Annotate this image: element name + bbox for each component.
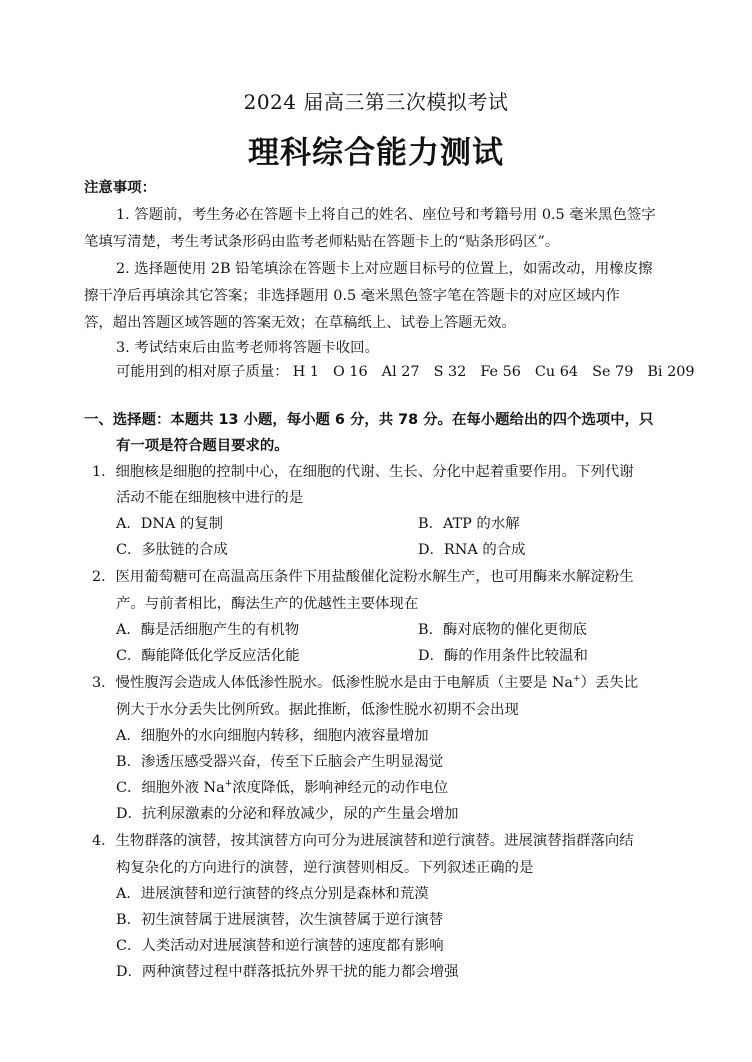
section-heading-line-1: 一、选择题：本题共 13 小题，每小题 6 分，共 78 分。在每小题给出的四个选项中，只	[84, 412, 654, 428]
subject-title: 理科综合能力测试	[248, 135, 504, 171]
atom-mass: O 16	[332, 364, 368, 380]
question-3-stem-line-1	[92, 673, 638, 693]
question-3-option-b: B．渗透压感受器兴奋，传至下丘脑会产生明显渴觉	[116, 754, 444, 770]
superscript-plus: +	[224, 779, 233, 790]
atom-mass: Fe 56	[480, 364, 521, 380]
question-3-option-a: A．细胞外的水向细胞内转移，细胞内液容量增加	[116, 728, 429, 744]
question-3-option-c	[116, 778, 448, 798]
question-1-stem-line-2: 活动不能在细胞核中进行的是	[116, 490, 304, 506]
section-heading-line-2: 有一项是符合题目要求的。	[116, 438, 289, 454]
question-2-option-a: A．酶是活细胞产生的有机物	[116, 622, 300, 638]
atom-mass: Bi 209	[647, 364, 695, 380]
question-1-option-b: B．ATP 的水解	[418, 516, 520, 532]
question-4-option-a: A．进展演替和逆行演替的终点分别是森林和荒漠	[116, 886, 429, 902]
question-1-option-a: A．DNA 的复制	[116, 516, 224, 532]
question-3-stem-line-2: 例大于水分丢失比例所致。据此推断，低渗性脱水初期不会出现	[116, 702, 519, 718]
atom-mass: Cu 64	[534, 364, 579, 380]
notice-item-1-line-2: 笔填写清楚，考生考试条形码由监考老师粘贴在答题卡上的“贴条形码区”。	[84, 234, 560, 250]
question-4-stem-line-1: 4．生物群落的演替，按其演替方向可分为进展演替和逆行演替。进展演替指群落向结	[92, 833, 634, 849]
atom-mass: Se 79	[592, 364, 634, 380]
question-1-stem-line-1: 1．细胞核是细胞的控制中心，在细胞的代谢、生长、分化中起着重要作用。下列代谢	[92, 464, 634, 480]
question-3-option-c-part-a: C．细胞外液 Na	[116, 780, 225, 796]
notice-item-2-line-2: 擦干净后再填涂其它答案；非选择题用 0.5 毫米黑色签字笔在答题卡的对应区域内作	[84, 288, 620, 304]
question-1-option-c: C．多肽链的合成	[116, 542, 228, 558]
question-1-option-d: D．RNA 的合成	[418, 542, 526, 558]
atomic-masses	[116, 362, 695, 382]
exam-title: 2024 届高三第三次模拟考试	[243, 90, 509, 114]
question-4-option-b: B．初生演替属于进展演替，次生演替属于逆行演替	[116, 912, 444, 928]
question-2-option-d: D．酶的作用条件比较温和	[418, 648, 588, 664]
question-2-option-c: C．酶能降低化学反应活化能	[116, 648, 300, 664]
question-3-stem-part-b: ）丢失比	[580, 675, 639, 691]
question-3-option-d: D．抗利尿激素的分泌和释放减少，尿的产生量会增加	[116, 806, 459, 822]
question-3-stem-part-a: 3．慢性腹泻会造成人体低渗性脱水。低渗性脱水是由于电解质（主要是 Na	[92, 675, 574, 691]
notice-item-2-line-1: 2. 选择题使用 2B 铅笔填涂在答题卡上对应题目标号的位置上，如需改动，用橡皮擦	[116, 261, 653, 277]
notice-heading: 注意事项：	[84, 180, 156, 196]
atom-mass: Al 27	[381, 364, 420, 380]
notice-item-3: 3. 考试结束后由监考老师将答题卡收回。	[116, 340, 379, 356]
atom-mass: H 1	[292, 364, 319, 380]
question-2-stem-line-1: 2．医用葡萄糖可在高温高压条件下用盐酸催化淀粉水解生产，也可用酶来水解淀粉生	[92, 569, 634, 585]
question-3-option-c-part-b: 浓度降低，影响神经元的动作电位	[232, 780, 449, 796]
question-4-stem-line-2: 构复杂化的方向进行的演替，逆行演替则相反。下列叙述正确的是	[116, 860, 534, 876]
notice-item-1-line-1: 1. 答题前，考生务必在答题卡上将自己的姓名、座位号和考籍号用 0.5 毫米黑色签字	[116, 207, 656, 223]
question-2-stem-line-2: 产。与前者相比，酶法生产的优越性主要体现在	[116, 596, 419, 612]
superscript-plus: +	[573, 674, 581, 685]
atom-mass: S 32	[433, 364, 467, 380]
question-4-option-d: D．两种演替过程中群落抵抗外界干扰的能力都会增强	[116, 964, 459, 980]
atomic-masses-label: 可能用到的相对原子质量：	[116, 364, 289, 380]
question-2-option-b: B．酶对底物的催化更彻底	[418, 622, 587, 638]
notice-item-2-line-3: 答，超出答题区域答题的答案无效；在草稿纸上、试卷上答题无效。	[84, 315, 516, 331]
question-4-option-c: C．人类活动对进展演替和逆行演替的速度都有影响	[116, 938, 444, 954]
